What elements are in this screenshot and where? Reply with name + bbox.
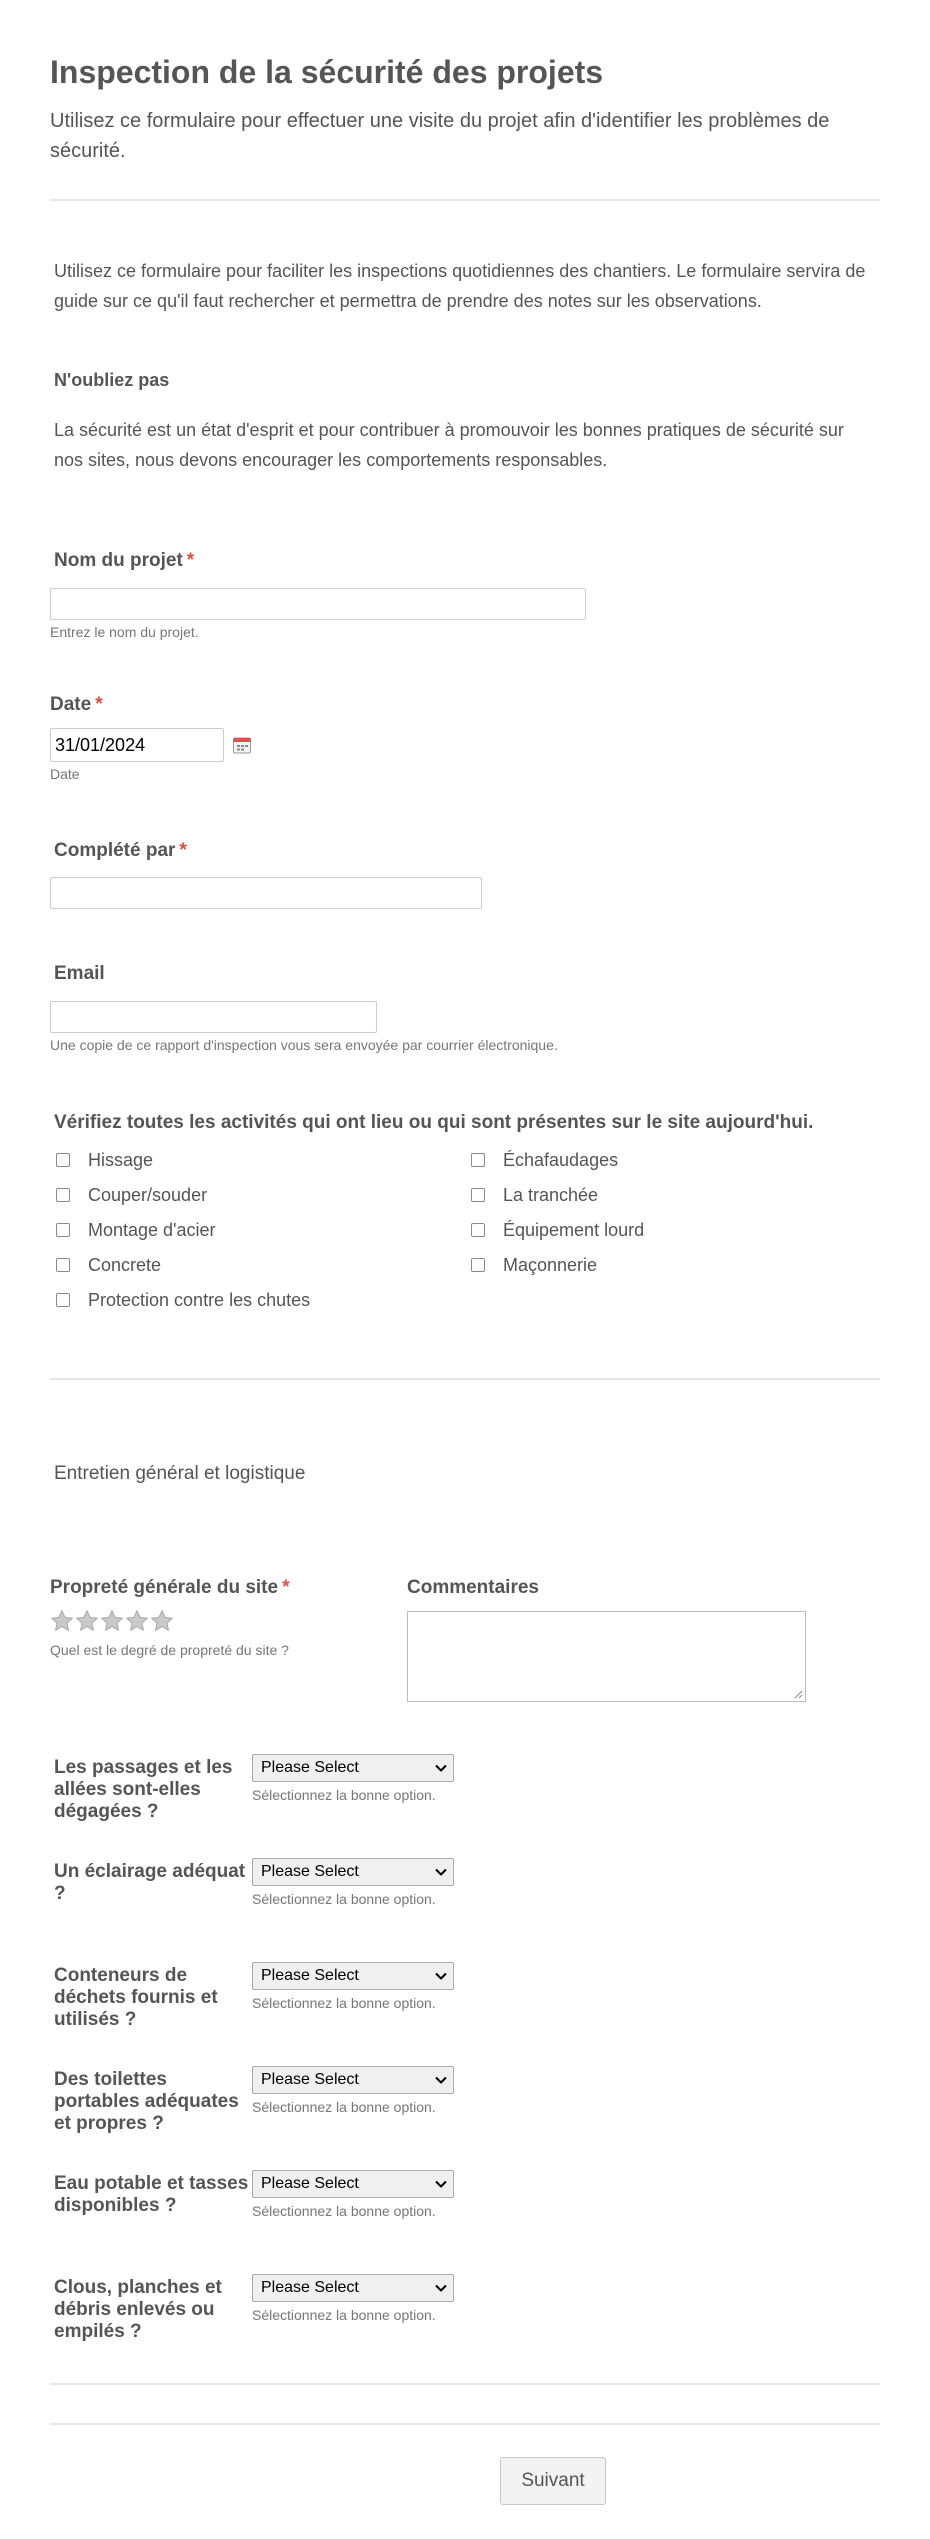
required-mark: * (95, 694, 103, 715)
page-title: Inspection de la sécurité des projets (50, 54, 604, 90)
select-value: Please Select (261, 1863, 359, 1880)
chevron-down-icon (435, 2180, 447, 2188)
activities-label: Vérifiez toutes les activités qui ont lieu ou qui sont présentes sur le site aujourd'hui. (54, 1112, 814, 1133)
star-icon[interactable] (125, 1609, 149, 1633)
date-sublabel: Date (50, 766, 80, 782)
star-icon[interactable] (75, 1609, 99, 1633)
checkbox-label: Protection contre les chutes (88, 1289, 311, 1310)
checkbox-item[interactable] (471, 1148, 644, 1172)
intro-paragraph: Utilisez ce formulaire pour faciliter les inspections quotidiennes des chantiers. Le formulaire servira de guide sur ce qu'il faut rechercher et permettra de prendre des notes sur les observations. (54, 261, 866, 311)
question-hint: Sélectionnez la bonne option. (252, 2307, 436, 2323)
checkbox-label: Hissage (88, 1149, 154, 1170)
checkbox-item[interactable] (56, 1148, 310, 1172)
select-value: Please Select (261, 1967, 359, 1984)
resize-grip-icon[interactable] (793, 1689, 803, 1699)
email-sublabel: Une copie de ce rapport d'inspection vous sera envoyée par courrier électronique. (50, 1037, 558, 1053)
question-label: Clous, planches et débris enlevés ou empilés ? (54, 2277, 222, 2342)
cleanliness-sublabel: Quel est le degré de propreté du site ? (50, 1642, 289, 1658)
email-label: Email (54, 963, 105, 984)
question-label: Conteneurs de déchets fournis et utilisés ? (54, 1965, 218, 2030)
project-name-label-text: Nom du projet (54, 550, 183, 571)
date-input[interactable] (50, 728, 224, 762)
checkbox-label: Concrete (88, 1254, 162, 1275)
next-button[interactable]: Suivant (500, 2457, 606, 2505)
checkbox-item[interactable] (56, 1288, 310, 1312)
chevron-down-icon (435, 2284, 447, 2292)
select-value: Please Select (261, 2175, 359, 2192)
footer-divider (50, 2423, 880, 2425)
checkbox-item[interactable] (471, 1183, 644, 1207)
checkbox-label: La tranchée (503, 1184, 599, 1205)
checkbox-maconnerie[interactable] (471, 1258, 485, 1272)
checkbox-label: Équipement lourd (503, 1219, 645, 1240)
activities-right-column (471, 1148, 644, 1277)
checkbox-concrete[interactable] (56, 1258, 70, 1272)
chevron-down-icon (435, 2076, 447, 2084)
checkbox-tranchee[interactable] (471, 1188, 485, 1202)
question-hint: Sélectionnez la bonne option. (252, 1787, 436, 1803)
question-label: Les passages et les allées sont-elles dégagées ? (54, 1757, 233, 1822)
completed-by-input[interactable] (50, 877, 482, 909)
checkbox-couper-souder[interactable] (56, 1188, 70, 1202)
required-mark: * (282, 1577, 290, 1598)
section-divider (50, 2383, 880, 2385)
project-name-input[interactable] (50, 588, 586, 620)
question-hint: Sélectionnez la bonne option. (252, 2203, 436, 2219)
question-label: Eau potable et tasses disponibles ? (54, 2173, 249, 2216)
question-select[interactable] (252, 1962, 454, 1990)
reminder-heading: N'oubliez pas (54, 370, 170, 390)
chevron-down-icon (435, 1868, 447, 1876)
checkbox-label: Échafaudages (503, 1149, 619, 1170)
star-icon[interactable] (150, 1609, 174, 1633)
checkbox-item[interactable] (471, 1253, 644, 1277)
checkbox-label: Couper/souder (88, 1184, 208, 1205)
select-value: Please Select (261, 2279, 359, 2296)
question-hint: Sélectionnez la bonne option. (252, 1891, 436, 1907)
comments-textarea[interactable] (407, 1611, 806, 1702)
chevron-down-icon (435, 1972, 447, 1980)
comments-label: Commentaires (407, 1577, 539, 1598)
question-select[interactable] (252, 1754, 454, 1782)
checkbox-protection-chutes[interactable] (56, 1293, 70, 1307)
activities-left-column (56, 1148, 310, 1312)
required-mark: * (179, 840, 187, 861)
select-value: Please Select (261, 2071, 359, 2088)
question-label: Un éclairage adéquat ? (54, 1861, 246, 1904)
calendar-icon[interactable] (232, 735, 252, 760)
checkbox-label: Maçonnerie (503, 1254, 598, 1275)
question-label: Des toilettes portables adéquates et propres ? (54, 2069, 239, 2134)
email-input[interactable] (50, 1001, 377, 1033)
star-icon[interactable] (100, 1609, 124, 1633)
star-rating[interactable] (50, 1609, 174, 1633)
checkbox-montage-acier[interactable] (56, 1223, 70, 1237)
chevron-down-icon (435, 1764, 447, 1772)
select-value: Please Select (261, 1759, 359, 1776)
cleanliness-label (50, 1577, 289, 1599)
question-hint: Sélectionnez la bonne option. (252, 1995, 436, 2011)
checkbox-item[interactable] (56, 1218, 310, 1242)
checkbox-echafaudages[interactable] (471, 1153, 485, 1167)
checkbox-label: Montage d'acier (88, 1219, 216, 1240)
checkbox-equipement-lourd[interactable] (471, 1223, 485, 1237)
header-divider (50, 199, 880, 201)
star-icon[interactable] (50, 1609, 74, 1633)
project-name-label (54, 550, 194, 572)
checkbox-hissage[interactable] (56, 1153, 70, 1167)
date-label-text: Date (50, 694, 92, 715)
required-mark: * (186, 550, 195, 571)
page-subtitle: Utilisez ce formulaire pour effectuer une visite du projet afin d'identifier les problèmes de sécurité. (50, 110, 830, 162)
checkbox-item[interactable] (471, 1218, 644, 1242)
question-select[interactable] (252, 1858, 454, 1886)
question-hint: Sélectionnez la bonne option. (252, 2099, 436, 2115)
checkbox-item[interactable] (56, 1183, 310, 1207)
checkbox-item[interactable] (56, 1253, 310, 1277)
project-name-sublabel: Entrez le nom du projet. (50, 624, 199, 640)
question-select[interactable] (252, 2274, 454, 2302)
date-label (50, 694, 103, 716)
reminder-paragraph: La sécurité est un état d'esprit et pour contribuer à promouvoir les bonnes pratiques de sécurité sur nos sites, nous devons encourager les comportements responsables. (54, 420, 844, 470)
section-title: Entretien général et logistique (54, 1463, 306, 1484)
question-select[interactable] (252, 2066, 454, 2094)
question-select[interactable] (252, 2170, 454, 2198)
cleanliness-label-text: Propreté générale du site (50, 1577, 279, 1598)
completed-by-label-text: Complété par (54, 840, 176, 861)
section-divider (50, 1378, 880, 1380)
completed-by-label (54, 840, 187, 862)
